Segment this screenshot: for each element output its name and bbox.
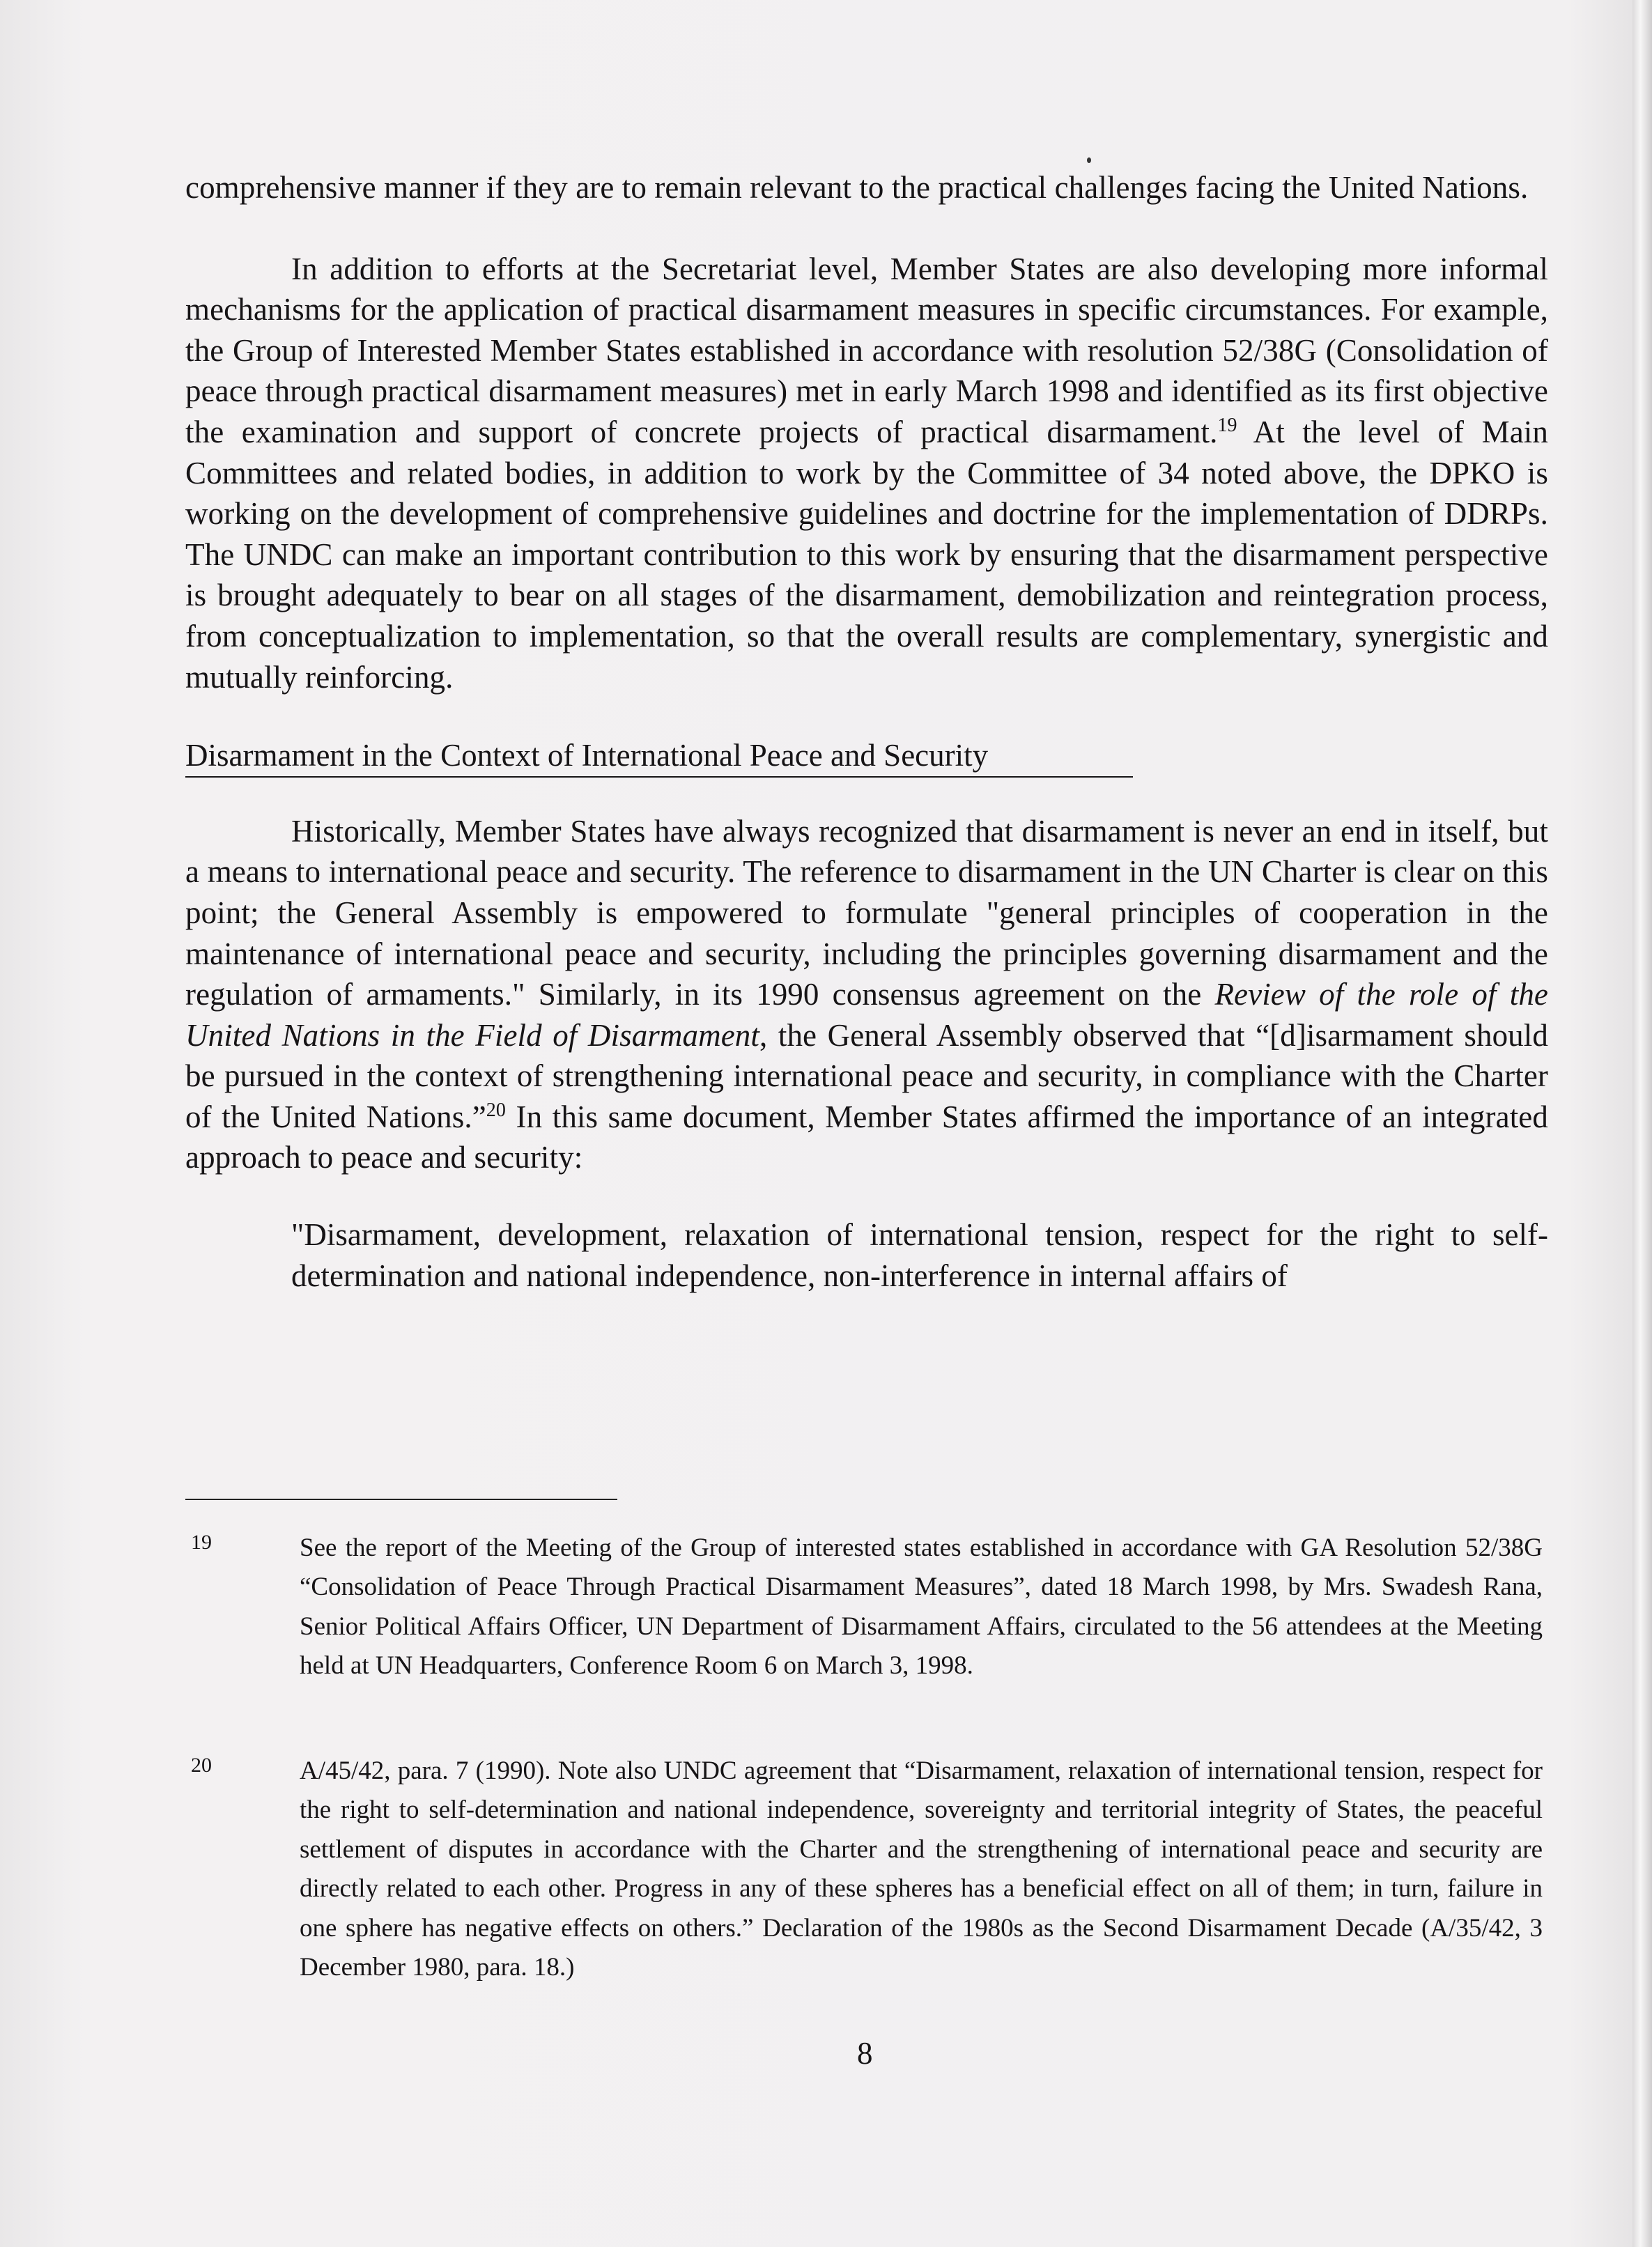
footnote-separator — [185, 1499, 617, 1500]
section-heading: Disarmament in the Context of International Peace and Security — [185, 735, 1133, 778]
document-body — [185, 167, 1548, 1296]
footnote-text: A/45/42, para. 7 (1990). Note also UNDC agreement that “Disarmament, relaxation of international tension, respect for the right to self-determination and national independence, sovereignty and territorial integrity of States, the peaceful settlement of disputes in accordance with the Charter and the strengthening of international peace and security are directly related to each other. Progress in any of these spheres has a beneficial effect on all of them; in turn, failure in one sphere has negative effects on others.” Declaration of the 1980s as the Second Disarmament Decade (A/35/42, 3 December 1980, para. 18.) — [300, 1756, 1543, 1982]
footnote-ref-20: 20 — [486, 1099, 506, 1121]
page-number: 8 — [857, 2036, 873, 2071]
paragraph-gap — [185, 697, 1548, 735]
block-quote: "Disarmament, development, relaxation of international tension, respect for the right to self-determination and national independence, non-interference in internal affairs of — [291, 1217, 1548, 1293]
paragraph-historically — [185, 811, 1548, 1178]
paragraph-text: , the General Assembly observed that “[d]isarmament should be pursued in the context of strengthening international peace and security, in compliance with the Charter of the United Nations.” — [185, 1017, 1548, 1134]
italic-title: Review of the role of the United Nations in the Field of Disarmament — [185, 977, 1548, 1053]
scan-speck — [1087, 157, 1091, 163]
paragraph-gap — [185, 1178, 1548, 1214]
footnote-ref-19: 19 — [1217, 414, 1237, 436]
paragraph-continuation: comprehensive manner if they are to remain relevant to the practical challenges facing the United Nations. — [185, 170, 1529, 205]
paragraph-text: In addition to efforts at the Secretariat level, Member States are also developing more informal mechanisms for the application of practical disarmament measures in specific circumstances. For example, the Group of Interested Member States established in accordance with resolution 52/38G (Consolidation of peace through practical disarmament measures) met in early March 1998 and identified as its first objective the examination and support of concrete projects of practical disarmament. — [185, 251, 1548, 449]
page-edge — [1632, 0, 1652, 2247]
paragraph-member-states — [185, 249, 1548, 698]
paragraph-gap — [185, 778, 1548, 811]
paragraph-text: In this same document, Member States affirmed the importance of an integrated approach to peace and security: — [185, 1099, 1548, 1175]
footnote-text: See the report of the Meeting of the Group of interested states established in accordance with GA Resolution 52/38G “Consolidation of Peace Through Practical Disarmament Measures”, dated 18 March 1998, by Mrs. Swadesh Rana, Senior Political Affairs Officer, UN Department of Disarmament Affairs, circulated to the 56 attendees at the Meeting held at UN Headquarters, Conference Room 6 on March 3, 1998. — [300, 1534, 1543, 1681]
paragraph-text: Historically, Member States have always recognized that disarmament is never an end in itself, but a means to international peace and security. The reference to disarmament in the UN Charter is clear on this point; the General Assembly is empowered to formulate "general principles of cooperation in the maintenance of international peace and security, including the principles governing disarmament and the regulation of armaments." Similarly, in its 1990 consensus agreement on the — [185, 813, 1548, 1012]
footnote-number: 19 — [191, 1531, 212, 1554]
paragraph-text: At the level of Main Committees and related bodies, in addition to work by the Committee of 34 noted above, the DPKO is working on the development of comprehensive guidelines and doctrine for the implementation of DDRPs. The UNDC can make an important contribution to this work by ensuring that the disarmament perspective is brought adequately to bear on all stages of the disarmament, demobilization and reintegration process, from conceptualization to implementation, so that the overall results are complementary, synergistic and mutually reinforcing. — [185, 414, 1548, 695]
footnote-number: 20 — [191, 1754, 212, 1777]
paragraph-gap — [185, 208, 1548, 249]
